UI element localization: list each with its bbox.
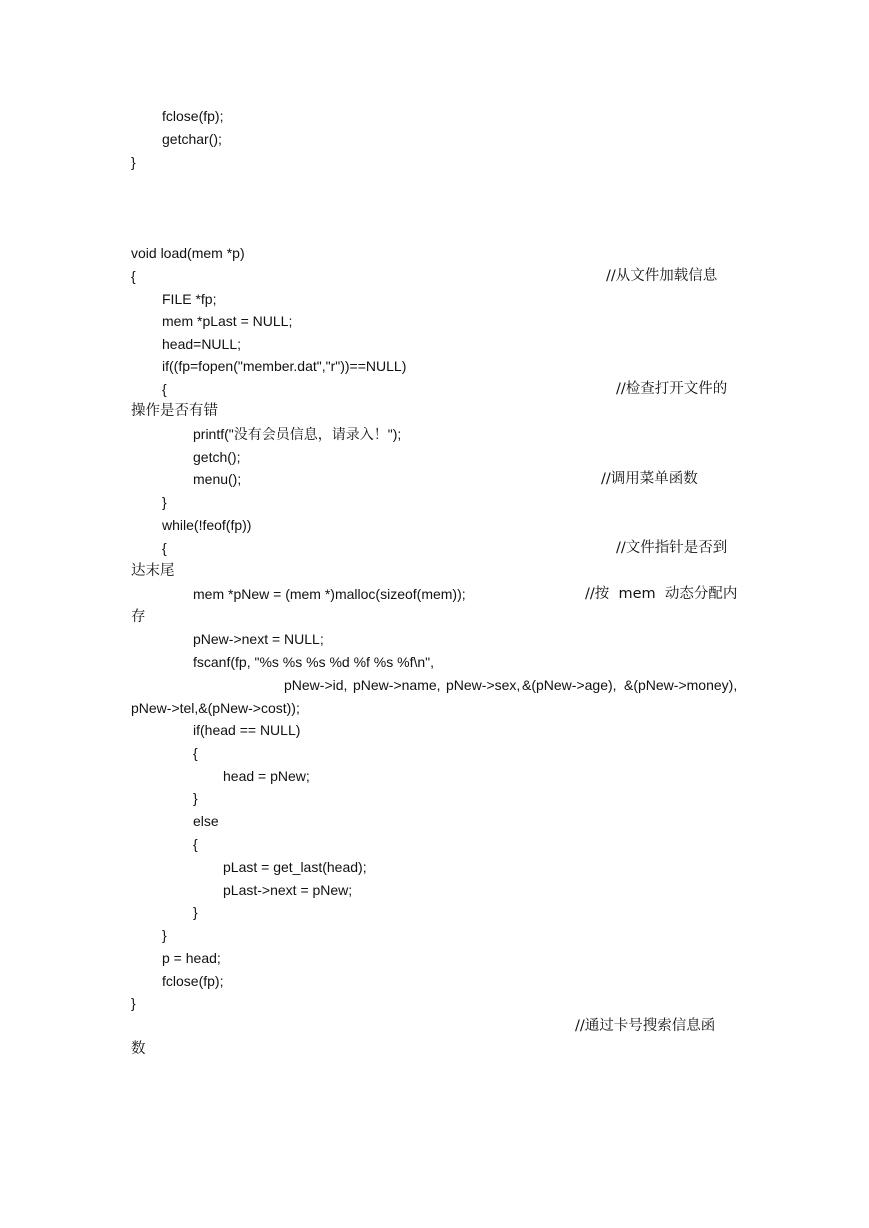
- code-line: pLast->next = pNew;: [223, 882, 353, 898]
- code-line: }: [162, 927, 167, 943]
- code-line: while(!feof(fp)): [162, 517, 252, 533]
- code-line: getchar();: [162, 131, 222, 147]
- code-arg: &(pNew->age),: [522, 677, 617, 693]
- code-line: }: [193, 904, 198, 920]
- code-arg: &(pNew->money),: [624, 677, 738, 693]
- code-line: p = head;: [162, 950, 221, 966]
- code-comment-wrap: 操作是否有错: [131, 403, 218, 419]
- code-line: }: [131, 995, 136, 1011]
- code-line: printf("没有会员信息，请录入！");: [193, 426, 402, 442]
- code-line: menu();: [193, 471, 242, 487]
- code-comment: //调用菜单函数: [601, 471, 698, 487]
- code-line: }: [193, 790, 198, 806]
- code-comment: //按 mem 动态分配内: [585, 586, 738, 602]
- code-line: {: [131, 268, 136, 284]
- code-line: if(head == NULL): [193, 722, 301, 738]
- code-arg: pNew->id,: [284, 677, 348, 693]
- code-line: fscanf(fp, "%s %s %s %d %f %s %f\n",: [193, 654, 435, 670]
- code-arg: pNew->name,: [353, 677, 441, 693]
- code-line: {: [193, 836, 198, 852]
- code-line: else: [193, 813, 219, 829]
- code-line: void load(mem *p): [131, 245, 245, 261]
- code-line: }: [131, 154, 136, 170]
- code-line: pNew->next = NULL;: [193, 631, 324, 647]
- code-line: mem *pLast = NULL;: [162, 313, 293, 329]
- code-line: head=NULL;: [162, 336, 242, 352]
- code-line: {: [162, 381, 167, 397]
- code-comment: //通过卡号搜索信息函: [575, 1018, 716, 1034]
- code-line: {: [162, 540, 167, 556]
- code-line: mem *pNew = (mem *)malloc(sizeof(mem));: [193, 586, 466, 602]
- code-comment: //检查打开文件的: [616, 381, 728, 397]
- code-comment-wrap: 存: [131, 609, 146, 625]
- code-comment-wrap: 数: [131, 1041, 146, 1057]
- code-comment: //文件指针是否到: [616, 540, 728, 556]
- code-line: FILE *fp;: [162, 291, 217, 307]
- code-line: head = pNew;: [223, 768, 310, 784]
- code-line: fclose(fp);: [162, 973, 224, 989]
- code-comment: //从文件加载信息: [606, 268, 718, 284]
- code-line: pNew->tel,&(pNew->cost));: [131, 700, 300, 716]
- code-arg: pNew->sex,: [446, 677, 521, 693]
- code-line: pLast = get_last(head);: [223, 859, 367, 875]
- code-comment-wrap: 达末尾: [131, 563, 175, 579]
- code-line: getch();: [193, 449, 241, 465]
- code-line: if((fp=fopen("member.dat","r"))==NULL): [162, 358, 407, 374]
- code-line: }: [162, 494, 167, 510]
- code-line: {: [193, 745, 198, 761]
- code-line: fclose(fp);: [162, 108, 224, 124]
